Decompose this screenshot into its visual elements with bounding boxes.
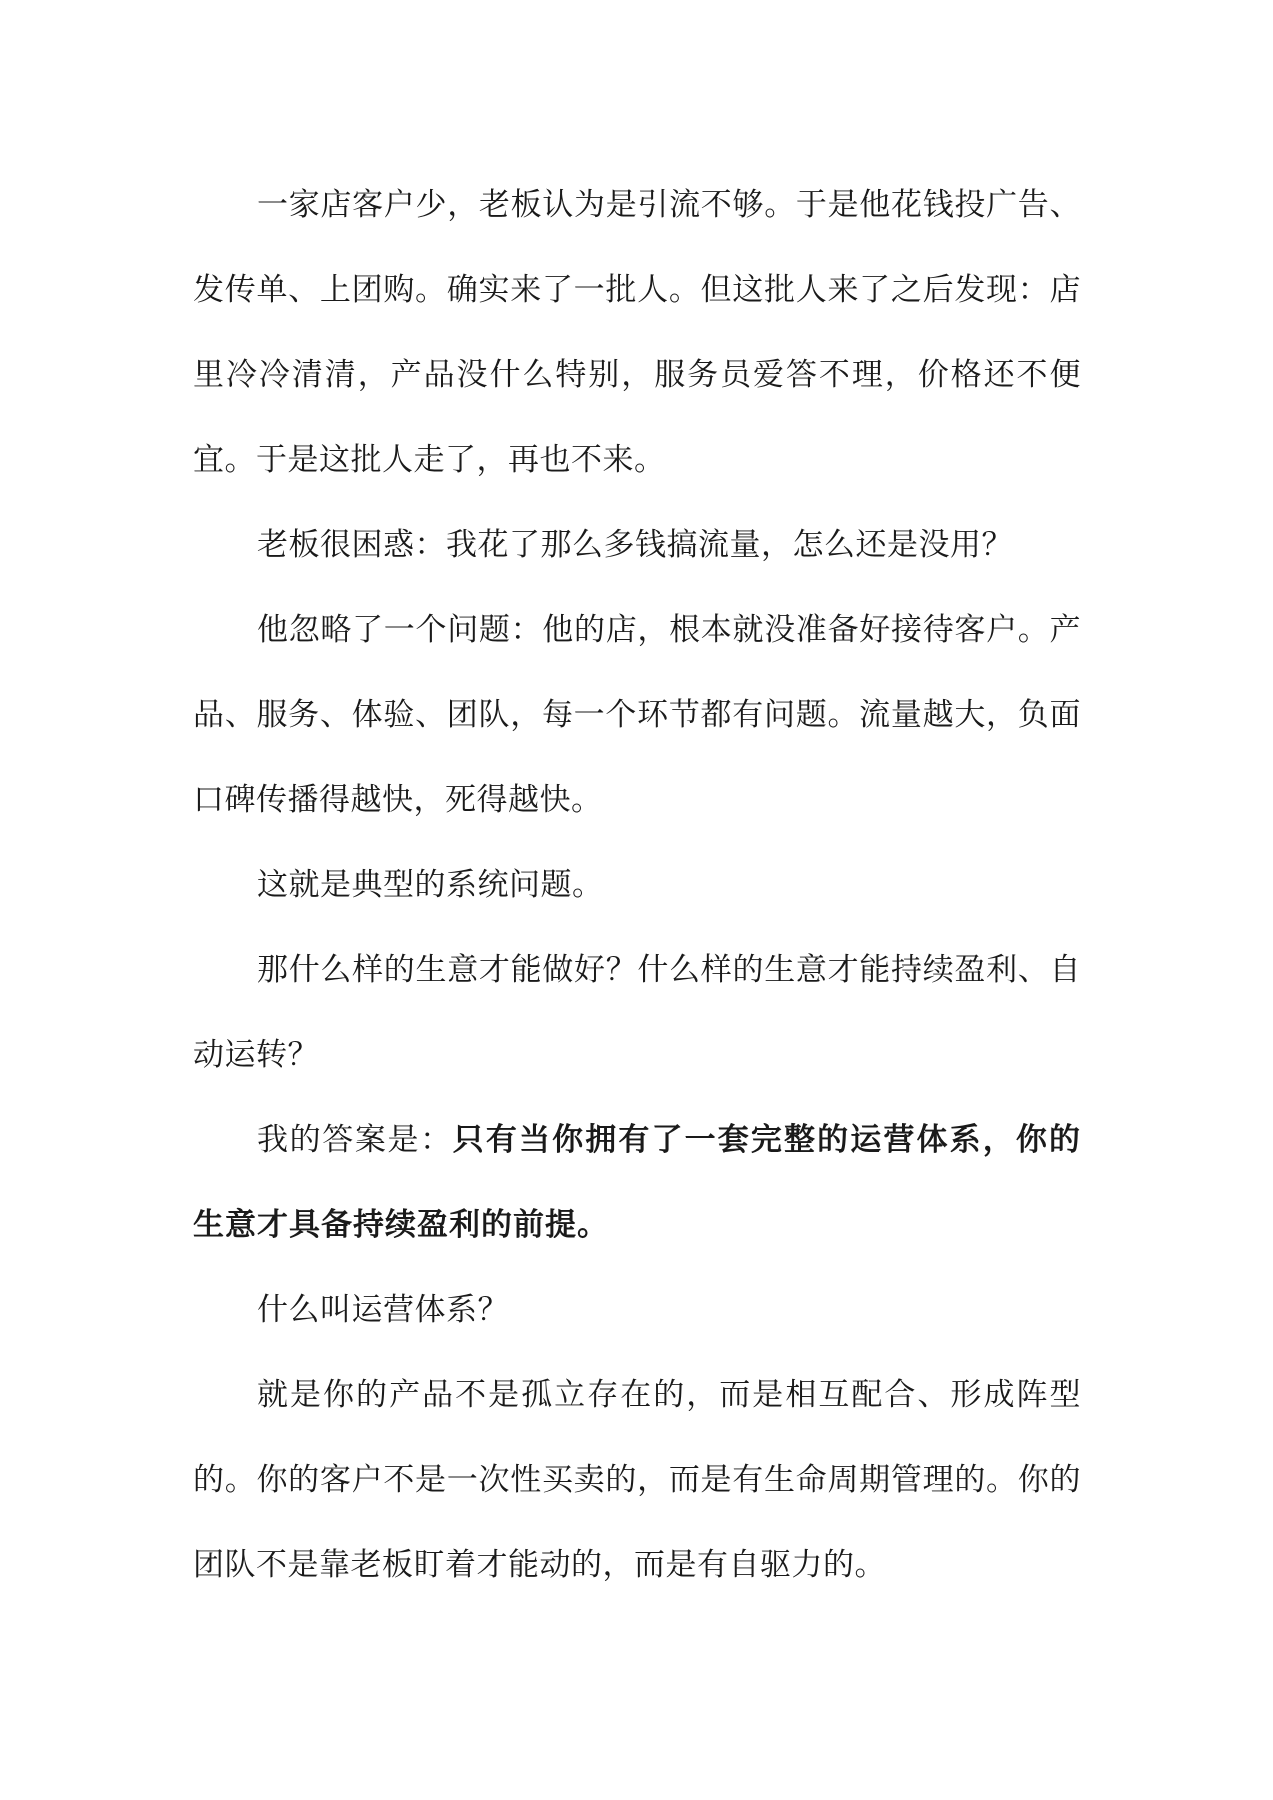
answer-prefix: 我的答案是： <box>257 1122 453 1158</box>
document-body <box>193 163 1081 1608</box>
paragraph-system-definition: 就是你的产品不是孤立存在的，而是相互配合、形成阵型的。你的客户不是一次性买卖的，而是有生命周期管理的。你的团队不是靠老板盯着才能动的，而是有自驱力的。 <box>193 1377 1081 1583</box>
paragraph-traffic-story: 一家店客户少，老板认为是引流不够。于是他花钱投广告、发传单、上团购。确实来了一批人。但这批人来了之后发现：店里冷冷清清，产品没什么特别，服务员爱答不理，价格还不便宜。于是这批人走了，再也不来。 <box>193 187 1081 478</box>
paragraph-ignored-problem: 他忽略了一个问题：他的店，根本就没准备好接待客户。产品、服务、体验、团队，每一个环节都有问题。流量越大，负面口碑传播得越快，死得越快。 <box>193 612 1081 818</box>
paragraph-system-problem: 这就是典型的系统问题。 <box>257 867 604 903</box>
paragraph-what-is-system: 什么叫运营体系？ <box>257 1292 509 1328</box>
paragraph-question: 那什么样的生意才能做好？什么样的生意才能持续盈利、自动运转？ <box>193 952 1081 1073</box>
paragraph-answer <box>193 1098 1081 1268</box>
paragraph-boss-confused: 老板很困惑：我花了那么多钱搞流量，怎么还是没用？ <box>257 527 1013 563</box>
answer-bold-statement: 只有当你拥有了一套完整的运营体系，你的生意才具备持续盈利的前提。 <box>193 1122 1081 1243</box>
